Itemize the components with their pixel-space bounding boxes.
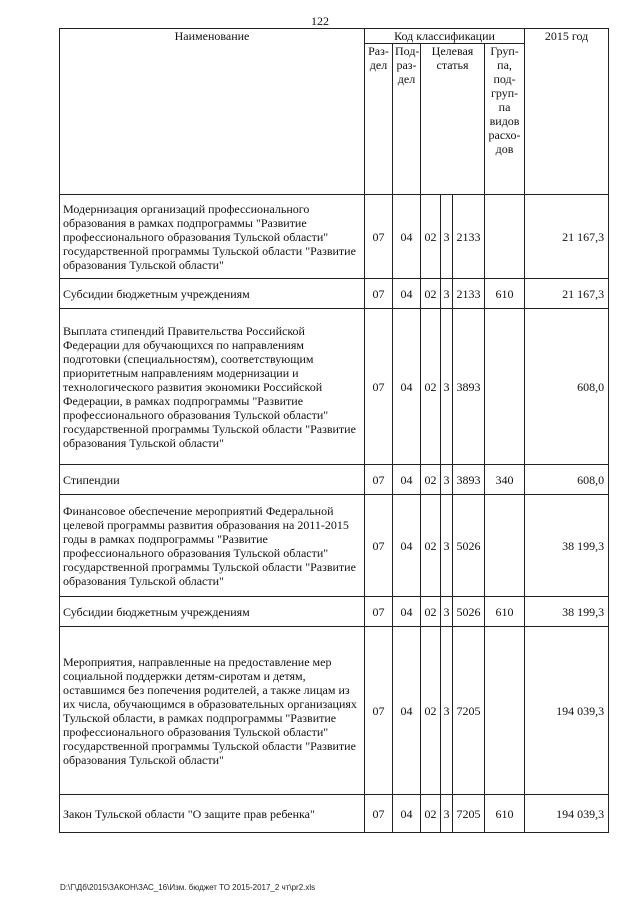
row-name: Субсидии бюджетным учреждениям [60, 597, 365, 627]
row-target-subprogram: 3 [441, 795, 453, 833]
row-target-program: 02 [421, 597, 441, 627]
row-target-subprogram: 3 [441, 465, 453, 495]
row-target-subprogram: 3 [441, 195, 453, 279]
header-podrazdel: Под- раз- дел [393, 44, 421, 195]
row-razdel: 07 [365, 795, 393, 833]
table-row [60, 195, 609, 279]
header-classification: Код классификации [365, 29, 525, 44]
row-target-subprogram: 3 [441, 495, 453, 597]
row-target-direction: 5026 [453, 495, 485, 597]
row-razdel: 07 [365, 195, 393, 279]
row-podrazdel: 04 [393, 627, 421, 795]
header-razdel: Раз- дел [365, 44, 393, 195]
page-number: 122 [311, 14, 329, 28]
row-podrazdel: 04 [393, 309, 421, 465]
row-sum: 608,0 [525, 465, 609, 495]
row-name: Финансовое обеспечение мероприятий Федеральной целевой программы развития образования на 2011-2015 годы в рамках подпрограммы "Развитие профессионального образования Тульской области" государственной программы Тульской области "Развитие образования Тульской области" [60, 495, 365, 597]
row-name: Выплата стипендий Правительства Российской Федерации для обучающихся по направлениям подготовки (специальностям), соответствующим приоритетным направлениям модернизации и технологического развития экономики Российской Федерации, в рамках подпрограммы "Развитие профессионального образования Тульской области" государственной программы Тульской области "Развитие образования Тульской области" [60, 309, 365, 465]
header-year: 2015 год [525, 29, 609, 195]
row-sum: 21 167,3 [525, 279, 609, 309]
header-vid: Груп- па, под- груп- па видов расхо- дов [485, 44, 525, 195]
row-target-subprogram: 3 [441, 627, 453, 795]
row-razdel: 07 [365, 627, 393, 795]
row-podrazdel: 04 [393, 795, 421, 833]
row-name: Мероприятия, направленные на предоставление мер социальной поддержки детям-сиротам и детям, оставшимся без попечения родителей, а также лицам из их числа, обучающимся в образовательных организациях Тульской области, в рамках подпрограммы "Развитие профессионального образования Тульской области" государственной программы Тульской области "Развитие образования Тульской области" [60, 627, 365, 795]
header-row-1 [60, 29, 609, 44]
row-name: Закон Тульской области "О защите прав ребенка" [60, 795, 365, 833]
row-sum: 38 199,3 [525, 597, 609, 627]
row-target-direction: 5026 [453, 597, 485, 627]
row-podrazdel: 04 [393, 597, 421, 627]
table-row [60, 795, 609, 833]
row-name: Модернизация организаций профессионального образования в рамках подпрограммы "Развитие профессионального образования Тульской области" государственной программы Тульской области "Развитие образования Тульской области" [60, 195, 365, 279]
row-sum: 194 039,3 [525, 795, 609, 833]
row-target-program: 02 [421, 495, 441, 597]
table-row [60, 309, 609, 465]
row-razdel: 07 [365, 465, 393, 495]
row-expense-type: 340 [485, 465, 525, 495]
table-row [60, 495, 609, 597]
row-expense-type: 610 [485, 597, 525, 627]
row-razdel: 07 [365, 597, 393, 627]
row-expense-type: 610 [485, 279, 525, 309]
row-target-program: 02 [421, 195, 441, 279]
row-target-subprogram: 3 [441, 309, 453, 465]
row-sum: 21 167,3 [525, 195, 609, 279]
row-expense-type [485, 495, 525, 597]
row-razdel: 07 [365, 495, 393, 597]
row-sum: 38 199,3 [525, 495, 609, 597]
row-target-direction: 7205 [453, 795, 485, 833]
table-row [60, 465, 609, 495]
header-celevaya: Целевая статья [421, 44, 485, 195]
row-name: Стипендии [60, 465, 365, 495]
table-row [60, 627, 609, 795]
header-name: Наименование [60, 29, 365, 195]
row-sum: 194 039,3 [525, 627, 609, 795]
row-target-subprogram: 3 [441, 597, 453, 627]
row-razdel: 07 [365, 279, 393, 309]
row-target-direction: 3893 [453, 309, 485, 465]
row-name: Субсидии бюджетным учреждениям [60, 279, 365, 309]
row-podrazdel: 04 [393, 465, 421, 495]
row-podrazdel: 04 [393, 195, 421, 279]
row-podrazdel: 04 [393, 279, 421, 309]
row-expense-type [485, 309, 525, 465]
row-podrazdel: 04 [393, 495, 421, 597]
row-target-program: 02 [421, 279, 441, 309]
row-expense-type: 610 [485, 795, 525, 833]
row-target-direction: 7205 [453, 627, 485, 795]
row-target-program: 02 [421, 795, 441, 833]
row-target-direction: 3893 [453, 465, 485, 495]
row-sum: 608,0 [525, 309, 609, 465]
table-row [60, 279, 609, 309]
row-expense-type [485, 195, 525, 279]
budget-table [59, 28, 609, 833]
row-target-program: 02 [421, 309, 441, 465]
row-target-direction: 2133 [453, 279, 485, 309]
row-target-subprogram: 3 [441, 279, 453, 309]
table-row [60, 597, 609, 627]
row-expense-type [485, 627, 525, 795]
row-target-direction: 2133 [453, 195, 485, 279]
file-path-footer: D:\Г\Дб\2015\ЗАКОН\ЗАС_16\Изм. бюджет ТО 2015-2017_2 чт\pr2.xls [60, 883, 316, 892]
row-target-program: 02 [421, 627, 441, 795]
row-target-program: 02 [421, 465, 441, 495]
row-razdel: 07 [365, 309, 393, 465]
